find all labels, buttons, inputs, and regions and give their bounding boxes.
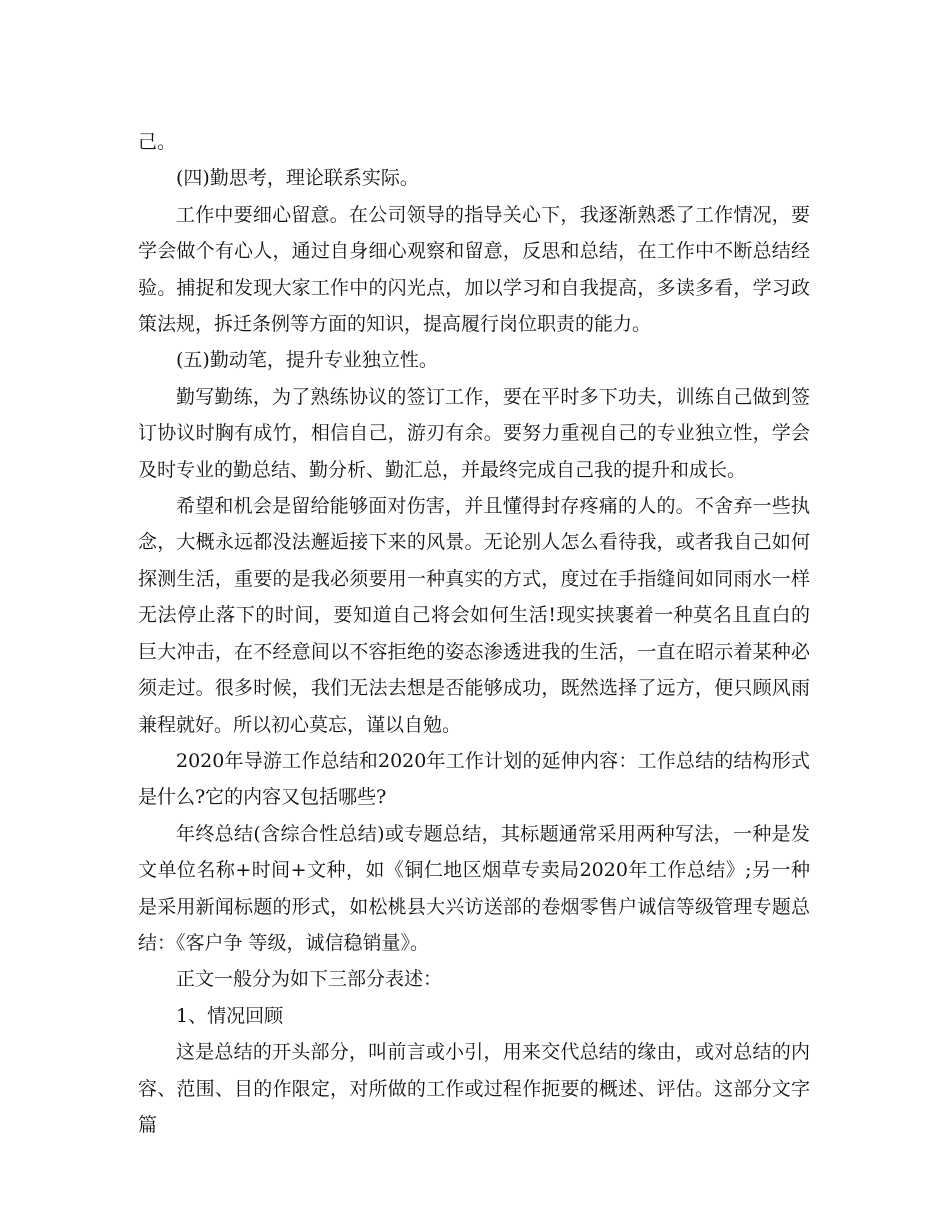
paragraph-practice-writing: 勤写勤练，为了熟练协议的签订工作，要在平时多下功夫，训练自己做到签订协议时胸有成竹，相信自己，游刃有余。要努力重视自己的专业独立性，学会及时专业的勤总结、勤分析、勤汇总，并最终完成自己我的提升和成长。 (138, 385, 810, 481)
section-heading-4: (四)勤思考，理论联系实际。 (176, 167, 419, 190)
paragraph-extended-content: 2020年导游工作总结和2020年工作计划的延伸内容：工作总结的结构形式是什么?它的内容又包括哪些? (138, 749, 810, 809)
section-heading-5: (五)勤动笔，提升专业独立性。 (176, 349, 438, 372)
paragraph-careful-observation: 工作中要细心留意。在公司领导的指导关心下，我逐渐熟悉了工作情况，要学会做个有心人，通过自身细心观察和留意，反思和总结，在工作中不断总结经验。捕捉和发现大家工作中的闪光点，加以学习和自我提高，多读多看，学习政策法规，拆迁条例等方面的知识，提高履行岗位职责的能力。 (138, 203, 810, 336)
paragraph-body-structure: 正文一般分为如下三部分表述： (176, 968, 443, 991)
paragraph-continuation: 己。 (138, 131, 177, 153)
paragraph-summary-title-formats: 年终总结(含综合性总结)或专题总结，其标题通常采用两种写法，一种是发文单位名称+时间+文种，如《铜仁地区烟草专卖局2020年工作总结》;另一种是采用新闻标题的形式，如松桃县大兴访送部的卷烟零售户诚信等级管理专题总结：《客户争 等级，诚信稳销量》。 (138, 822, 810, 954)
document-body (138, 124, 810, 1143)
paragraph-introduction-part: 这是总结的开头部分，叫前言或小引，用来交代总结的缘由，或对总结的内容、范围、目的作限定，对所做的工作或过程作扼要的概述、评估。这部分文字篇 (138, 1041, 810, 1136)
paragraph-hope-and-opportunity: 希望和机会是留给能够面对伤害，并且懂得封存疼痛的人的。不舍弃一些执念，大概永远都没法邂逅接下来的风景。无论别人怎么看待我，或者我自己如何探测生活，重要的是我必须要用一种真实的方式，度过在手指缝间如同雨水一样无法停止落下的时间，要知道自己将会如何生活!现实挟裹着一种莫名且直白的巨大冲击，在不经意间以不容拒绝的姿态渗透进我的生活，一直在昭示着某种必须走过。很多时候，我们无法去想是否能够成功，既然选择了远方，便只顾风雨兼程就好。所以初心莫忘，谨以自勉。 (138, 495, 810, 736)
list-heading-situation-review: 1、情况回顾 (176, 1004, 284, 1027)
